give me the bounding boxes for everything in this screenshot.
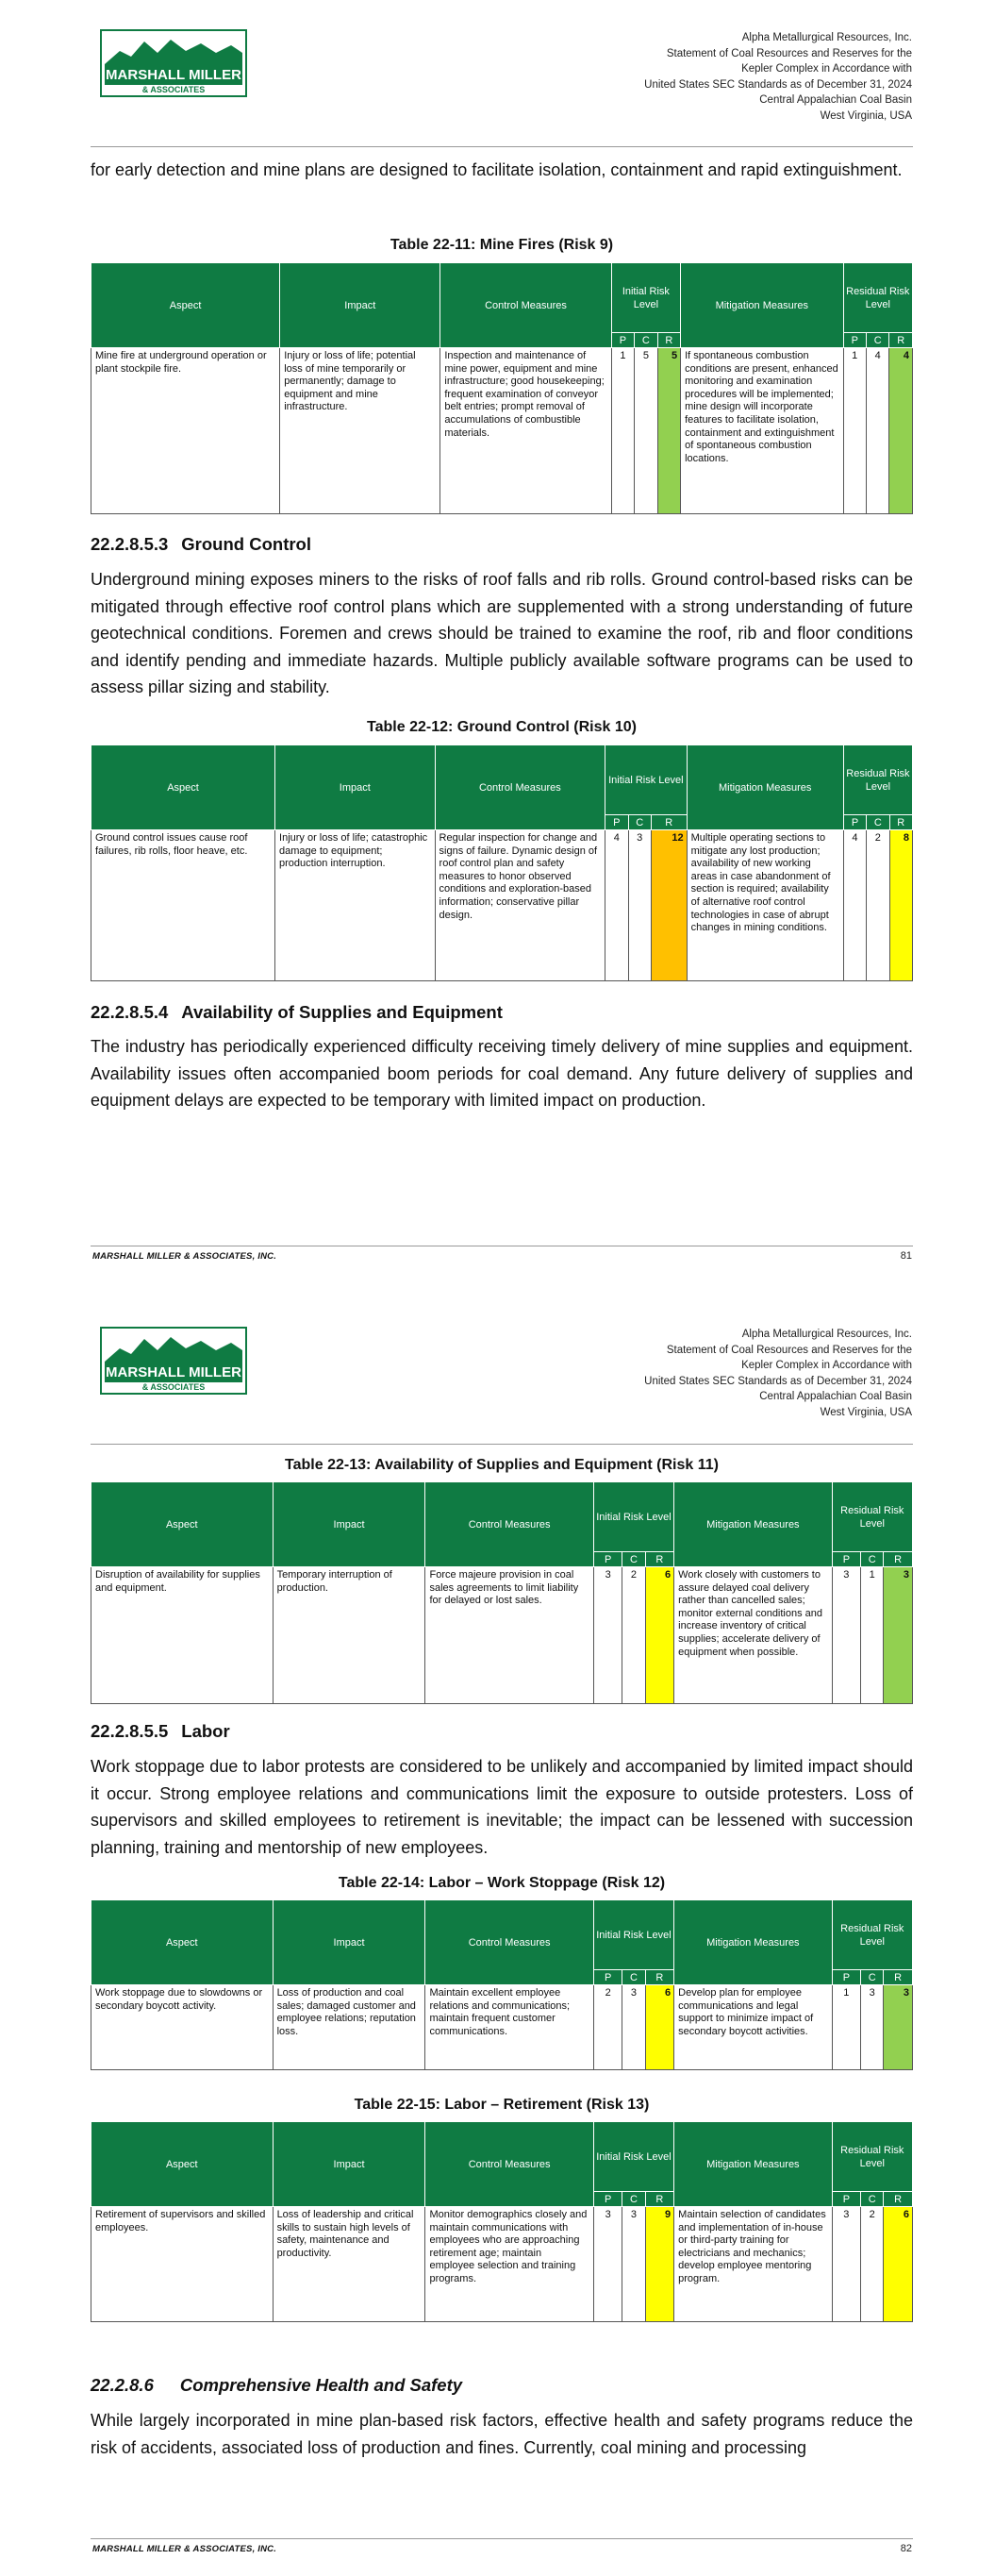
cell-aspect: Retirement of supervisors and skilled employees.: [91, 2207, 274, 2322]
svg-text:& ASSOCIATES: & ASSOCIATES: [141, 1382, 206, 1392]
header-control: Control Measures: [435, 745, 605, 830]
intro-paragraph: for early detection and mine plans are designed to facilitate isolation, containment and rapid extinguishment.: [91, 160, 903, 179]
logo-graphic: [99, 1326, 248, 1396]
section-heading: [91, 534, 311, 555]
header-r: R: [884, 1970, 913, 1985]
cell-initial-p: 3: [593, 1567, 622, 1704]
cell-initial-r: 6: [645, 1985, 674, 2070]
header-c: C: [861, 1970, 884, 1985]
cell-impact: Loss of leadership and critical skills to sustain high levels of safety, maintenance and productivity.: [273, 2207, 425, 2322]
section-title: Labor: [181, 1721, 230, 1741]
header-r: R: [657, 333, 680, 348]
header-r: R: [889, 815, 912, 830]
supplies-paragraph: The industry has periodically experienced difficulty receiving timely delivery of mine supplies and equipment. Availability issues often accompanied boom periods for coal demand. Any future delivery of supplies and equipment delays are expected to be temporary with limited impact on production.: [91, 1037, 913, 1110]
section-number: 22.2.8.6: [91, 2375, 154, 2395]
header-mitigation: Mitigation Measures: [674, 2122, 832, 2207]
footer-company: MARSHALL MILLER & ASSOCIATES, INC.: [92, 2544, 277, 2554]
header-r: R: [884, 1552, 913, 1567]
footer-divider: [91, 2538, 913, 2539]
header-residual-risk: Residual Risk Level: [843, 263, 913, 333]
header-aspect: Aspect: [91, 745, 275, 830]
header-line: United States SEC Standards as of December 31, 2024: [644, 78, 912, 91]
cell-impact: Injury or loss of life; catastrophic damage to equipment; production interruption.: [275, 830, 436, 981]
header-residual-risk: Residual Risk Level: [843, 745, 912, 815]
header-line: West Virginia, USA: [820, 1406, 912, 1418]
header-line: West Virginia, USA: [820, 109, 912, 122]
header-control: Control Measures: [425, 1482, 593, 1567]
cell-initial-c: 3: [622, 1985, 645, 2070]
cell-initial-r: 12: [651, 830, 687, 981]
cell-initial-p: 2: [593, 1985, 622, 2070]
company-logo: [99, 28, 248, 98]
section-title: Ground Control: [181, 534, 311, 554]
cell-initial-c: 3: [628, 830, 651, 981]
retirement-table: [91, 2121, 913, 2322]
labor-paragraph: Work stoppage due to labor protests are considered to be unlikely and accompanied by limited impact should it occur. Strong employee relations and communications limit the exposure to outside protesters. Loss of supervisors and skilled employees to retirement is inevitable; the impact can be lessened with succession planning, training and mentorship of new employees.: [91, 1757, 913, 1857]
table-caption: Table 22-15: Labor – Retirement (Risk 13): [354, 2097, 650, 2113]
company-logo: [99, 1326, 248, 1396]
cell-residual-c: 2: [867, 830, 889, 981]
cell-aspect: Ground control issues cause roof failures, rib rolls, floor heave, etc.: [91, 830, 275, 981]
cell-residual-c: 4: [866, 348, 888, 514]
header-r: R: [645, 2192, 674, 2207]
header-p: P: [843, 333, 866, 348]
header-c: C: [622, 2192, 645, 2207]
cell-initial-r: 9: [645, 2207, 674, 2322]
document-header: [516, 30, 912, 124]
cell-initial-p: 4: [605, 830, 628, 981]
cell-control: Inspection and maintenance of mine power, equipment and mine infrastructure; good housekeeping; frequent examination of conveyor belt entries; prompt removal of accumulations of combustible materials.: [440, 348, 611, 514]
cell-residual-c: 1: [861, 1567, 884, 1704]
header-c: C: [628, 815, 651, 830]
cell-mitigation: Work closely with customers to assure delayed coal delivery rather than cancelled sales; monitor external conditions and increase inventory of critical supplies; accelerate delivery of equipment when possible.: [674, 1567, 832, 1704]
header-line: Alpha Metallurgical Resources, Inc.: [741, 1329, 912, 1340]
cell-initial-c: 2: [622, 1567, 645, 1704]
header-impact: Impact: [280, 263, 440, 348]
header-impact: Impact: [273, 1900, 425, 1985]
cell-residual-p: 3: [832, 1567, 861, 1704]
header-p: P: [843, 815, 866, 830]
header-line: Kepler Complex in Accordance with: [741, 63, 912, 75]
footer-company: MARSHALL MILLER & ASSOCIATES, INC.: [92, 1251, 277, 1262]
cell-initial-r: 6: [645, 1567, 674, 1704]
cell-impact: Temporary interruption of production.: [273, 1567, 425, 1704]
header-divider: [91, 146, 913, 147]
header-r: R: [651, 815, 687, 830]
cell-impact: Loss of production and coal sales; damaged customer and employee relations; reputation loss.: [273, 1985, 425, 2070]
cell-residual-c: 2: [861, 2207, 884, 2322]
mine-fires-table: [91, 262, 913, 514]
cell-residual-p: 3: [832, 2207, 861, 2322]
cell-mitigation: Multiple operating sections to mitigate any lost production; availability of new working areas in case abandonment of section is required; availability of alternative roof control technologies in case of abrupt changes in mining conditions.: [687, 830, 843, 981]
cell-residual-r: 3: [884, 1985, 913, 2070]
header-impact: Impact: [273, 2122, 425, 2207]
header-c: C: [622, 1970, 645, 1985]
header-residual-risk: Residual Risk Level: [832, 1900, 912, 1970]
cell-aspect: Work stoppage due to slowdowns or secondary boycott activity.: [91, 1985, 274, 2070]
header-r: R: [645, 1552, 674, 1567]
header-impact: Impact: [275, 745, 436, 830]
svg-text:& ASSOCIATES: & ASSOCIATES: [141, 85, 206, 94]
table-caption: Table 22-14: Labor – Work Stoppage (Risk 12): [338, 1875, 666, 1891]
header-r: R: [884, 2192, 913, 2207]
table-row: [91, 2207, 913, 2322]
page-number: 81: [900, 1250, 912, 1262]
section-number: 22.2.8.5.3: [91, 534, 169, 554]
header-mitigation: Mitigation Measures: [687, 745, 843, 830]
header-aspect: Aspect: [91, 263, 280, 348]
header-line: Statement of Coal Resources and Reserves for the: [666, 47, 912, 59]
cell-residual-r: 6: [884, 2207, 913, 2322]
header-c: C: [622, 1552, 645, 1567]
cell-initial-c: 5: [635, 348, 657, 514]
header-mitigation: Mitigation Measures: [674, 1900, 832, 1985]
table-row: [91, 830, 913, 981]
header-c: C: [867, 815, 889, 830]
ground-control-paragraph: Underground mining exposes miners to the risks of roof falls and rib rolls. Ground control-based risks can be mitigated through effective roof control plans which are supplemented with a strong understanding of future geotechnical conditions. Foremen and crews should be trained to examine the roof, rib and floor conditions and identify pending and immediate hazards. Multiple publicly available software programs can be used to assess pillar sizing and stability.: [91, 570, 913, 696]
cell-control: Force majeure provision in coal sales agreements to limit liability for delayed or lost sales.: [425, 1567, 593, 1704]
header-initial-risk: Initial Risk Level: [605, 745, 687, 815]
section-title: Availability of Supplies and Equipment: [181, 1002, 503, 1022]
header-control: Control Measures: [440, 263, 611, 348]
header-aspect: Aspect: [91, 1482, 274, 1567]
cell-control: Maintain excellent employee relations and communications; maintain frequent customer communications.: [425, 1985, 593, 2070]
document-header: [516, 1327, 912, 1420]
cell-initial-p: 1: [611, 348, 634, 514]
header-initial-risk: Initial Risk Level: [593, 1482, 673, 1552]
header-line: United States SEC Standards as of December 31, 2024: [644, 1375, 912, 1387]
header-mitigation: Mitigation Measures: [681, 263, 843, 348]
table-caption: Table 22-12: Ground Control (Risk 10): [367, 719, 637, 735]
table-row: [91, 1567, 913, 1704]
cell-impact: Injury or loss of life; potential loss of mine temporarily or permanently; damage to equipment and mine infrastructure.: [280, 348, 440, 514]
header-p: P: [611, 333, 634, 348]
header-p: P: [605, 815, 628, 830]
header-aspect: Aspect: [91, 2122, 274, 2207]
header-p: P: [832, 1970, 861, 1985]
cell-residual-p: 1: [843, 348, 866, 514]
header-line: Alpha Metallurgical Resources, Inc.: [741, 32, 912, 43]
section-heading: [91, 1721, 230, 1742]
header-mitigation: Mitigation Measures: [674, 1482, 832, 1567]
table-caption: Table 22-11: Mine Fires (Risk 9): [390, 237, 614, 253]
table-row: [91, 348, 913, 514]
cell-initial-p: 3: [593, 2207, 622, 2322]
cell-residual-r: 4: [889, 348, 913, 514]
header-aspect: Aspect: [91, 1900, 274, 1985]
cell-control: Regular inspection for change and signs of failure. Dynamic design of roof control plan and safety measures to honor observed conditions and exploration-based information; conservative pillar design.: [435, 830, 605, 981]
work-stoppage-table: [91, 1899, 913, 2070]
cell-residual-p: 4: [843, 830, 866, 981]
header-p: P: [593, 2192, 622, 2207]
page-number: 82: [900, 2543, 912, 2554]
table-row: [91, 1985, 913, 2070]
section-number: 22.2.8.5.5: [91, 1721, 169, 1741]
header-p: P: [593, 1970, 622, 1985]
header-line: Kepler Complex in Accordance with: [741, 1360, 912, 1371]
header-line: Central Appalachian Coal Basin: [759, 94, 912, 106]
header-r: R: [889, 333, 913, 348]
cell-mitigation: Maintain selection of candidates and implementation of in-house or third-party training for electricians and mechanics; develop employee mentoring program.: [674, 2207, 832, 2322]
cell-control: Monitor demographics closely and maintain communications with employees who are approaching retirement age; maintain employee selection and training programs.: [425, 2207, 593, 2322]
svg-text:MARSHALL MILLER: MARSHALL MILLER: [106, 67, 241, 83]
cell-mitigation: If spontaneous combustion conditions are present, enhanced monitoring and examination procedures will be implemented; mine design will incorporate features to facilitate isolation, containment and extinguishment of spontaneous combustion locations.: [681, 348, 843, 514]
cell-mitigation: Develop plan for employee communications and legal support to minimize impact of secondary boycott activities.: [674, 1985, 832, 2070]
section-heading: [91, 2375, 462, 2396]
svg-text:MARSHALL MILLER: MARSHALL MILLER: [106, 1364, 241, 1380]
header-residual-risk: Residual Risk Level: [832, 2122, 912, 2192]
ground-control-table: [91, 744, 913, 981]
header-c: C: [635, 333, 657, 348]
cell-aspect: Disruption of availability for supplies and equipment.: [91, 1567, 274, 1704]
header-divider: [91, 1444, 913, 1445]
header-line: Central Appalachian Coal Basin: [759, 1391, 912, 1402]
header-impact: Impact: [273, 1482, 425, 1567]
header-r: R: [645, 1970, 674, 1985]
section-number: 22.2.8.5.4: [91, 1002, 169, 1022]
header-control: Control Measures: [425, 2122, 593, 2207]
cell-residual-r: 8: [889, 830, 912, 981]
cell-residual-p: 1: [832, 1985, 861, 2070]
cell-residual-c: 3: [861, 1985, 884, 2070]
header-p: P: [832, 1552, 861, 1567]
header-c: C: [861, 1552, 884, 1567]
header-initial-risk: Initial Risk Level: [593, 2122, 673, 2192]
supplies-table: [91, 1481, 913, 1704]
logo-graphic: [99, 28, 248, 98]
section-heading: [91, 1002, 503, 1023]
cell-residual-r: 3: [884, 1567, 913, 1704]
header-p: P: [593, 1552, 622, 1567]
header-p: P: [832, 2192, 861, 2207]
cell-initial-c: 3: [622, 2207, 645, 2322]
cell-initial-r: 5: [657, 348, 680, 514]
health-safety-paragraph: While largely incorporated in mine plan-based risk factors, effective health and safety programs reduce the risk of accidents, associated loss of production and fines. Currently, coal mining and processing: [91, 2411, 913, 2457]
header-c: C: [866, 333, 888, 348]
header-initial-risk: Initial Risk Level: [611, 263, 680, 333]
table-caption: Table 22-13: Availability of Supplies and Equipment (Risk 11): [285, 1457, 719, 1473]
header-initial-risk: Initial Risk Level: [593, 1900, 673, 1970]
header-control: Control Measures: [425, 1900, 593, 1985]
header-residual-risk: Residual Risk Level: [832, 1482, 912, 1552]
section-title: Comprehensive Health and Safety: [179, 2375, 463, 2395]
page-82: [0, 1293, 995, 2576]
header-line: Statement of Coal Resources and Reserves for the: [666, 1344, 912, 1356]
cell-aspect: Mine fire at underground operation or plant stockpile fire.: [91, 348, 280, 514]
header-c: C: [861, 2192, 884, 2207]
